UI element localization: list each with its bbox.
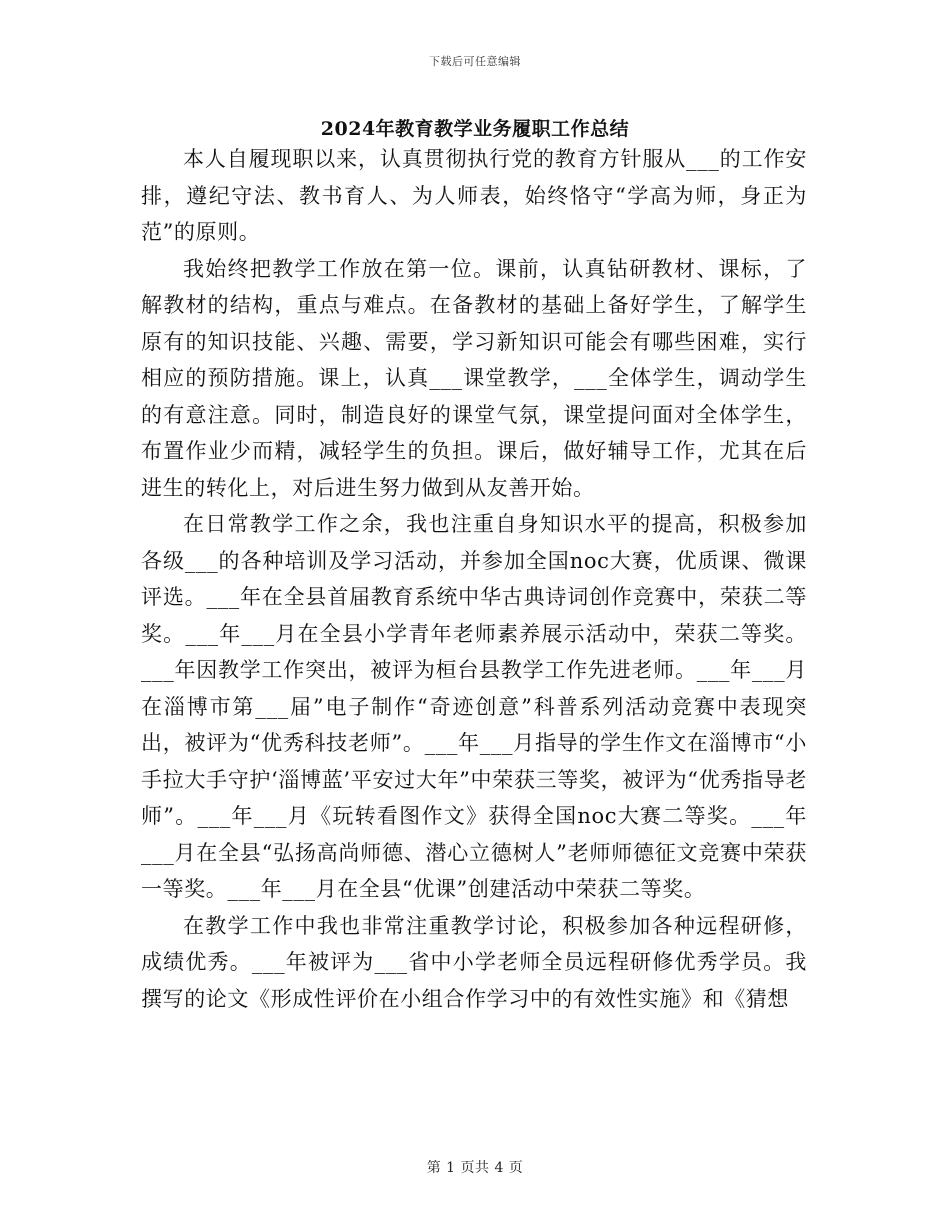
document-title: 2024年教育教学业务履职工作总结 xyxy=(320,118,630,140)
paragraph-intro: 本人自履现职以来，认真贯彻执行党的教育方针服从___的工作安排，遵纪守法、教书育人、为人师表，始终恪守“学高为师，身正为范”的原则。 xyxy=(141,147,807,244)
paragraph-teaching: 我始终把教学工作放在第一位。课前，认真钻研教材、课标，了解教材的结构，重点与难点。在备教材的基础上备好学生，了解学生原有的知识技能、兴趣、需要，学习新知识可能会有哪些困难，实行相应的预防措施。课上，认真___课堂教学，___全体学生，调动学生的有意注意。同时，制造良好的课堂气氛，课堂提问面对全体学生，布置作业少而精，减轻学生的负担。课后，做好辅导工作，尤其在后进生的转化上，对后进生努力做到从友善开始。 xyxy=(141,256,807,500)
paragraph-research: 在教学工作中我也非常注重教学讨论，积极参加各种远程研修，成绩优秀。___年被评为___省中小学老师全员远程研修优秀学员。我撰写的论文《形成性评价在小组合作学习中的有效性实施》和《猜想 xyxy=(141,913,807,1011)
document-body xyxy=(141,141,807,1017)
edit-note-header: 下载后可任意编辑 xyxy=(429,55,521,68)
paragraph-awards: 在日常教学工作之余，我也注重自身知识水平的提高，积极参加各级___的各种培训及学习活动，并参加全国noc大赛，优质课、微课评选。___年在全县首届教育系统中华古典诗词创作竞赛中，荣获二等奖。___年___月在全县小学青年老师素养展示活动中，荣获二等奖。___年因教学工作突出，被评为桓台县教学工作先进老师。___年___月在淄博市第___届”电子制作“奇迹创意”科普系列活动竞赛中表现突出，被评为“优秀科技老师”。___年___月指导的学生作文在淄博市“小手拉大手守护‘淄博蓝’平安过大年”中荣获三等奖，被评为“优秀指导老师”。___年___月《玩转看图作文》获得全国noc大赛二等奖。___年___月在全县“弘扬高尚师德、潜心立德树人”老师师德征文竞赛中荣获一等奖。___年___月在全县“优课”创建活动中荣获二等奖。 xyxy=(141,512,807,901)
page-number-footer: 第 1 页共 4 页 xyxy=(426,1160,524,1176)
